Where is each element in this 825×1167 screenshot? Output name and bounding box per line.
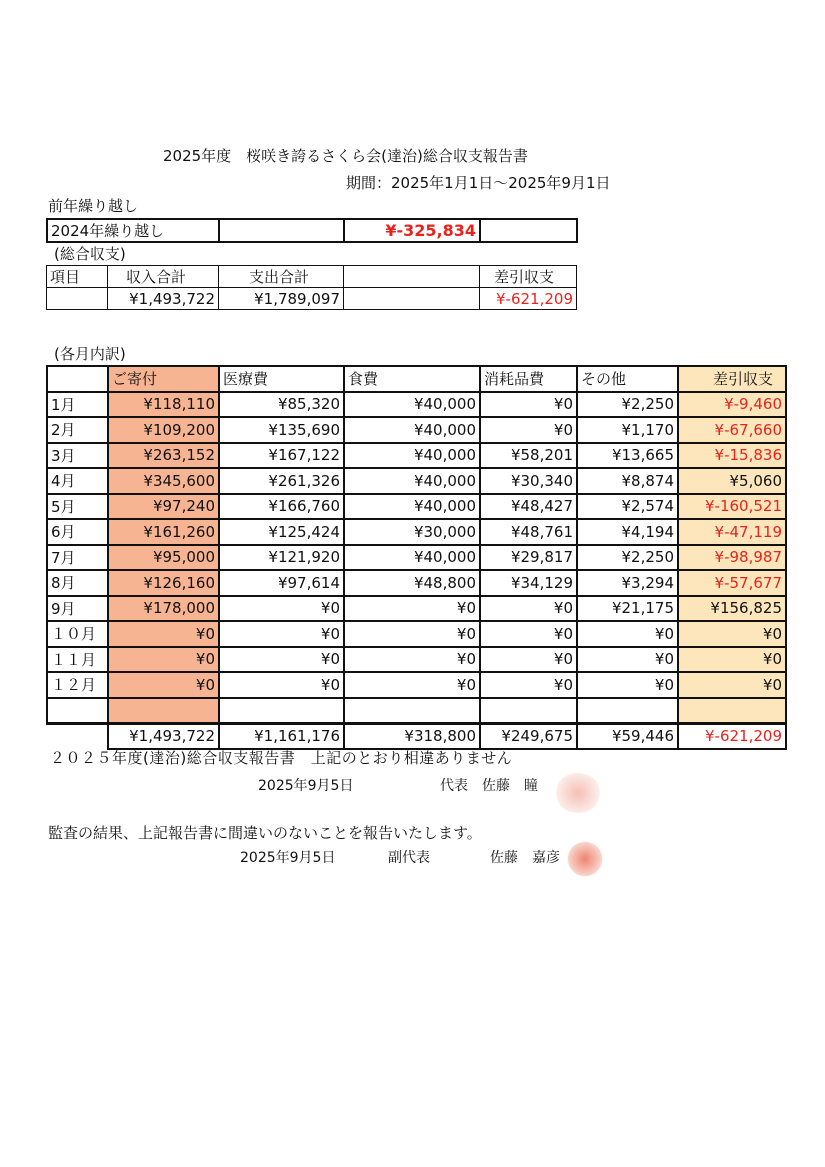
table-row [47, 621, 786, 647]
cell-food: ¥0 [344, 672, 480, 698]
carryover-value: ¥-325,834 [344, 219, 480, 242]
cell-month: １０月 [47, 621, 108, 647]
cell-balance: ¥0 [678, 672, 786, 698]
cell-month: 9月 [47, 596, 108, 622]
cell-medical: ¥0 [219, 647, 344, 673]
cell-food: ¥40,000 [344, 468, 480, 494]
cell-other: ¥1,170 [577, 417, 678, 443]
cell-donation: ¥118,110 [108, 392, 219, 418]
monthly-header-supplies: 消耗品費 [480, 366, 577, 392]
vice-representative-seal-image [567, 841, 603, 877]
table-row [47, 494, 786, 520]
cell-other [577, 698, 678, 724]
table-row [47, 596, 786, 622]
cell-donation [108, 698, 219, 724]
cell-donation: ¥97,240 [108, 494, 219, 520]
cell-balance: ¥-160,521 [678, 494, 786, 520]
cell-month: 7月 [47, 545, 108, 571]
cell-food: ¥40,000 [344, 392, 480, 418]
table-row [47, 545, 786, 571]
cell-supplies: ¥30,340 [480, 468, 577, 494]
cell-balance: ¥156,825 [678, 596, 786, 622]
carryover-table [46, 218, 578, 243]
total-supplies: ¥249,675 [480, 723, 577, 749]
cell-medical: ¥261,326 [219, 468, 344, 494]
cell-medical: ¥125,424 [219, 519, 344, 545]
cell-donation: ¥345,600 [108, 468, 219, 494]
cell-other: ¥0 [577, 672, 678, 698]
summary-value-empty [344, 288, 480, 310]
summary-balance-total: ¥-621,209 [480, 288, 577, 310]
cell-medical: ¥166,760 [219, 494, 344, 520]
summary-header-empty [344, 266, 480, 288]
report-period: 期間：2025年1月1日～2025年9月1日 [346, 174, 611, 192]
summary-table [46, 265, 577, 310]
cell-balance: ¥-15,836 [678, 443, 786, 469]
cell-other: ¥21,175 [577, 596, 678, 622]
representative-name: 代表 佐藤 瞳 [440, 778, 538, 794]
cell-food: ¥40,000 [344, 494, 480, 520]
cell-balance: ¥-57,677 [678, 570, 786, 596]
table-row [47, 570, 786, 596]
summary-header-item: 項目 [47, 266, 108, 288]
cell-supplies: ¥0 [480, 647, 577, 673]
cell-medical: ¥97,614 [219, 570, 344, 596]
cell-medical: ¥135,690 [219, 417, 344, 443]
cell-month: １１月 [47, 647, 108, 673]
cell-medical: ¥167,122 [219, 443, 344, 469]
total-food: ¥318,800 [344, 723, 480, 749]
carryover-row-label: 2024年繰り越し [47, 219, 219, 242]
cell-medical: ¥0 [219, 596, 344, 622]
cell-food: ¥0 [344, 621, 480, 647]
cell-other: ¥13,665 [577, 443, 678, 469]
monthly-header-month [47, 366, 108, 392]
cell-other: ¥2,574 [577, 494, 678, 520]
cell-balance: ¥-47,119 [678, 519, 786, 545]
cell-food: ¥0 [344, 596, 480, 622]
table-row [47, 417, 786, 443]
carryover-empty-cell [480, 219, 577, 242]
cell-supplies: ¥0 [480, 417, 577, 443]
cell-donation: ¥109,200 [108, 417, 219, 443]
cell-other: ¥2,250 [577, 392, 678, 418]
cell-supplies: ¥34,129 [480, 570, 577, 596]
cell-other: ¥4,194 [577, 519, 678, 545]
cell-donation: ¥126,160 [108, 570, 219, 596]
total-other: ¥59,446 [577, 723, 678, 749]
monthly-header-other: その他 [577, 366, 678, 392]
cell-food: ¥40,000 [344, 545, 480, 571]
cell-month [47, 698, 108, 724]
table-row [47, 219, 577, 242]
cell-balance: ¥0 [678, 621, 786, 647]
table-row [47, 288, 577, 310]
monthly-table [46, 365, 787, 750]
cell-month: １２月 [47, 672, 108, 698]
cell-food: ¥0 [344, 647, 480, 673]
cell-other: ¥3,294 [577, 570, 678, 596]
cell-month: 4月 [47, 468, 108, 494]
cell-other: ¥0 [577, 621, 678, 647]
declaration-statement: ２０２５年度(達治)総合収支報告書 上記のとおり相違ありません [50, 749, 513, 767]
summary-header-expense: 支出合計 [219, 266, 344, 288]
cell-balance [678, 698, 786, 724]
cell-donation: ¥0 [108, 621, 219, 647]
declaration-date: 2025年9月5日 [258, 778, 354, 794]
cell-donation: ¥95,000 [108, 545, 219, 571]
cell-donation: ¥178,000 [108, 596, 219, 622]
monthly-header-donation: ご寄付 [108, 366, 219, 392]
cell-food [344, 698, 480, 724]
cell-supplies: ¥29,817 [480, 545, 577, 571]
cell-donation: ¥161,260 [108, 519, 219, 545]
cell-donation: ¥263,152 [108, 443, 219, 469]
cell-balance: ¥-98,987 [678, 545, 786, 571]
cell-supplies: ¥48,427 [480, 494, 577, 520]
cell-supplies: ¥0 [480, 621, 577, 647]
cell-other: ¥0 [577, 647, 678, 673]
table-row [47, 366, 786, 392]
summary-expense-total: ¥1,789,097 [219, 288, 344, 310]
audit-date: 2025年9月5日 [240, 850, 336, 866]
cell-supplies: ¥0 [480, 596, 577, 622]
total-balance: ¥-621,209 [678, 723, 786, 749]
total-donation: ¥1,493,722 [108, 723, 219, 749]
cell-medical: ¥0 [219, 672, 344, 698]
table-row [47, 698, 786, 724]
table-row [47, 266, 577, 288]
cell-month: 8月 [47, 570, 108, 596]
vice-representative-role: 副代表 [388, 850, 430, 866]
cell-supplies [480, 698, 577, 724]
table-row [47, 443, 786, 469]
cell-food: ¥48,800 [344, 570, 480, 596]
cell-balance: ¥5,060 [678, 468, 786, 494]
cell-food: ¥30,000 [344, 519, 480, 545]
cell-supplies: ¥0 [480, 672, 577, 698]
audit-statement: 監査の結果、上記報告書に間違いのないことを報告いたします。 [48, 824, 482, 842]
table-row [47, 392, 786, 418]
summary-income-total: ¥1,493,722 [108, 288, 219, 310]
cell-supplies: ¥58,201 [480, 443, 577, 469]
table-row-totals [47, 723, 786, 749]
table-row [47, 672, 786, 698]
report-title: 2025年度 桜咲き誇るさくら会(達治)総合収支報告書 [163, 147, 528, 165]
cell-medical: ¥85,320 [219, 392, 344, 418]
cell-medical: ¥121,920 [219, 545, 344, 571]
cell-balance: ¥-9,460 [678, 392, 786, 418]
cell-medical: ¥0 [219, 621, 344, 647]
representative-seal-image [555, 773, 601, 813]
cell-supplies: ¥0 [480, 392, 577, 418]
cell-food: ¥40,000 [344, 443, 480, 469]
summary-header-income: 収入合計 [108, 266, 219, 288]
summary-section-label: (総合収支) [54, 245, 126, 263]
vice-representative-name: 佐藤 嘉彦 [490, 850, 560, 866]
cell-donation: ¥0 [108, 647, 219, 673]
cell-month: 2月 [47, 417, 108, 443]
monthly-section-label: (各月内訳) [54, 345, 126, 363]
total-medical: ¥1,161,176 [219, 723, 344, 749]
totals-label-cell [47, 723, 108, 749]
cell-month: 5月 [47, 494, 108, 520]
cell-donation: ¥0 [108, 672, 219, 698]
cell-balance: ¥0 [678, 647, 786, 673]
cell-other: ¥2,250 [577, 545, 678, 571]
cell-medical [219, 698, 344, 724]
carryover-section-label: 前年繰り越し [48, 197, 139, 215]
monthly-header-balance: 差引収支 [678, 366, 786, 392]
table-row [47, 468, 786, 494]
monthly-header-medical: 医療費 [219, 366, 344, 392]
cell-month: 1月 [47, 392, 108, 418]
cell-supplies: ¥48,761 [480, 519, 577, 545]
cell-month: 3月 [47, 443, 108, 469]
carryover-empty-cell [219, 219, 344, 242]
cell-month: 6月 [47, 519, 108, 545]
cell-food: ¥40,000 [344, 417, 480, 443]
summary-value-item [47, 288, 108, 310]
cell-other: ¥8,874 [577, 468, 678, 494]
table-row [47, 647, 786, 673]
table-row [47, 519, 786, 545]
summary-header-balance: 差引収支 [480, 266, 577, 288]
monthly-header-food: 食費 [344, 366, 480, 392]
cell-balance: ¥-67,660 [678, 417, 786, 443]
